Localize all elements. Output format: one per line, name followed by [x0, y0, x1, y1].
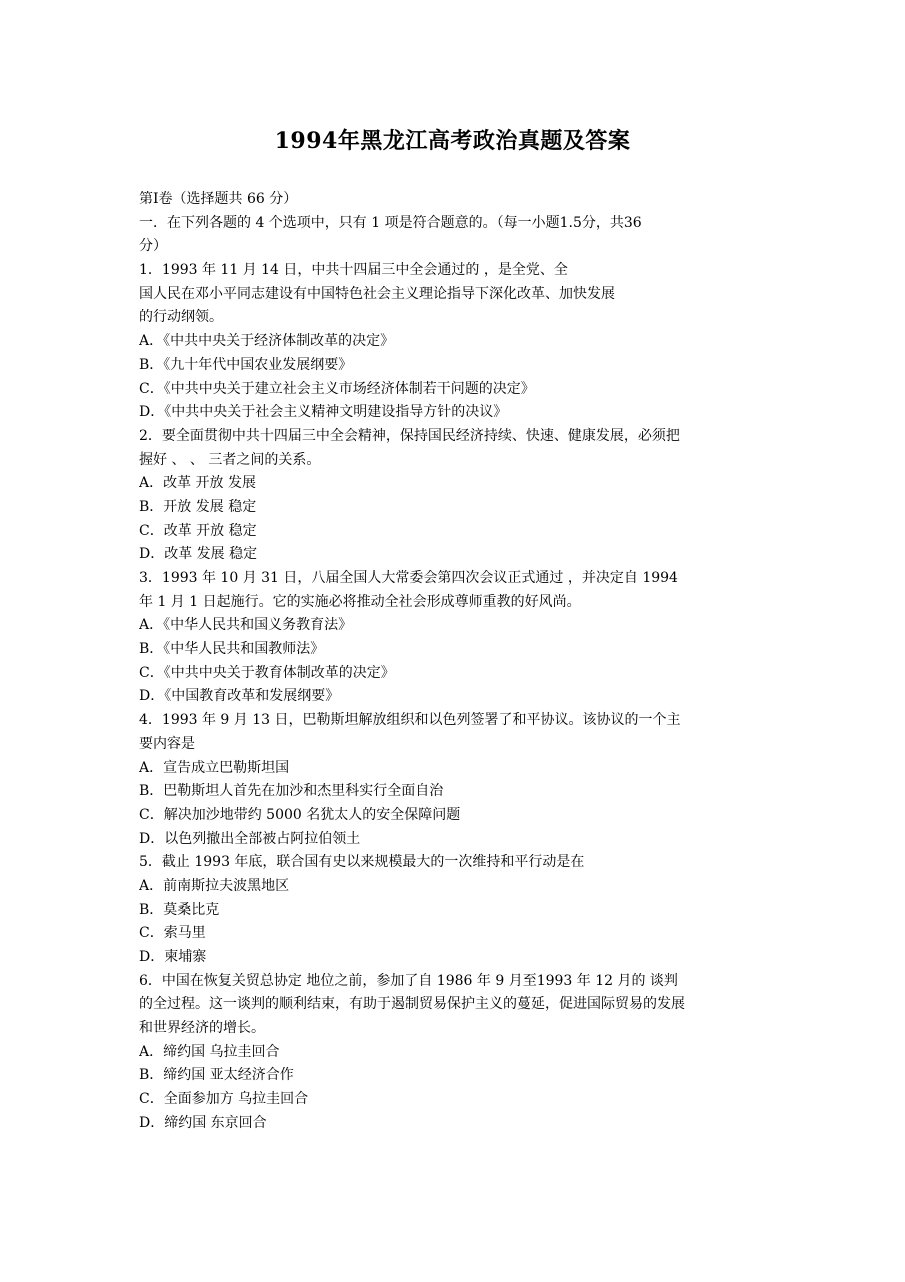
text-line: 3．1993 年 10 月 31 日，八届全国人大常委会第四次会议正式通过 ，并决定自 1994 — [139, 570, 678, 586]
text-line: A．前南斯拉夫波黑地区 — [139, 877, 290, 894]
text-line: 一．在下列各题的 4 个选项中，只有 1 项是符合题意的。（每一小题1.5分，共36 — [139, 214, 642, 231]
text-line: B．缔约国 亚太经济合作 — [139, 1067, 294, 1084]
text-line: 1．1993 年 11 月 14 日，中共十四届三中全会通过的 ，是全党、全 — [139, 262, 568, 279]
text-line: A．改革 开放 发展 — [139, 475, 257, 492]
text-line: 分） — [139, 238, 167, 255]
text-line: C．索马里 — [139, 925, 206, 942]
text-line: B．《九十年代中国农业发展纲要》 — [139, 356, 353, 373]
text-line: 2．要全面贯彻中共十四届三中全会精神，保持国民经济持续、快速、健康发展，必须把 — [139, 427, 680, 444]
text-line: A．缔约国 乌拉圭回合 — [139, 1043, 280, 1060]
text-line: C．《中共中央关于教育体制改革的决定》 — [139, 664, 395, 681]
text-line: 国人民在邓小平同志建设有中国特色社会主义理论指导下深化改革、加快发展 — [139, 285, 615, 302]
text-line: 的全过程。这一谈判的顺利结束，有助于遏制贸易保护主义的蔓延，促进国际贸易的发展 — [139, 996, 685, 1013]
text-line: A．宣告成立巴勒斯坦国 — [139, 759, 290, 776]
text-line: D．柬埔寨 — [139, 949, 207, 965]
text-line: A．《中华人民共和国义务教育法》 — [139, 617, 353, 634]
text-line: 的行动纲领。 — [139, 309, 223, 326]
text-line: D．《中国教育改革和发展纲要》 — [139, 688, 340, 705]
text-line: D．改革 发展 稳定 — [139, 546, 258, 563]
text-line: B．开放 发展 稳定 — [139, 498, 257, 515]
text-line: A．《中共中央关于经济体制改革的决定》 — [139, 333, 395, 350]
text-line: C．改革 开放 稳定 — [139, 522, 257, 539]
text-line: C．《中共中央关于建立社会主义市场经济体制若干问题的决定》 — [139, 380, 535, 397]
text-line: 4．1993 年 9 月 13 日，巴勒斯坦解放组织和以色列签署了和平协议。该协议的一个主 — [139, 712, 681, 729]
text-line: 第Ⅰ卷（选择题共 66 分） — [139, 191, 298, 207]
document-title: 1994年黑龙江高考政治真题及答案 — [274, 128, 631, 154]
text-line: 6．中国在恢复关贸总协定 地位之前，参加了自 1986 年 9 月至1993 年 12 月的 谈判 — [139, 972, 678, 989]
text-line: D．《中共中央关于社会主义精神文明建设指导方针的决议》 — [139, 404, 508, 421]
text-line: B．《中华人民共和国教师法》 — [139, 641, 325, 658]
text-line: 年 1 月 1 日起施行。它的实施必将推动全社会形成尊师重教的好风尚。 — [139, 593, 581, 610]
text-line: C．全面参加方 乌拉圭回合 — [139, 1091, 309, 1108]
document-body — [139, 188, 769, 1136]
text-line: C．解决加沙地带约 5000 名犹太人的安全保障问题 — [139, 806, 461, 823]
text-line: 和世界经济的增长。 — [139, 1020, 265, 1037]
text-line: 要内容是 — [139, 735, 195, 752]
text-line: 5．截止 1993 年底，联合国有史以来规模最大的一次维持和平行动是在 — [139, 854, 585, 871]
text-line: 握好 、 、 三者之间的关系。 — [139, 451, 321, 468]
text-line: D．以色列撤出全部被占阿拉伯领土 — [139, 830, 361, 847]
text-line: D．缔约国 东京回合 — [139, 1114, 267, 1131]
text-line: B．巴勒斯坦人首先在加沙和杰里科实行全面自治 — [139, 783, 444, 800]
text-line: B．莫桑比克 — [139, 901, 220, 918]
